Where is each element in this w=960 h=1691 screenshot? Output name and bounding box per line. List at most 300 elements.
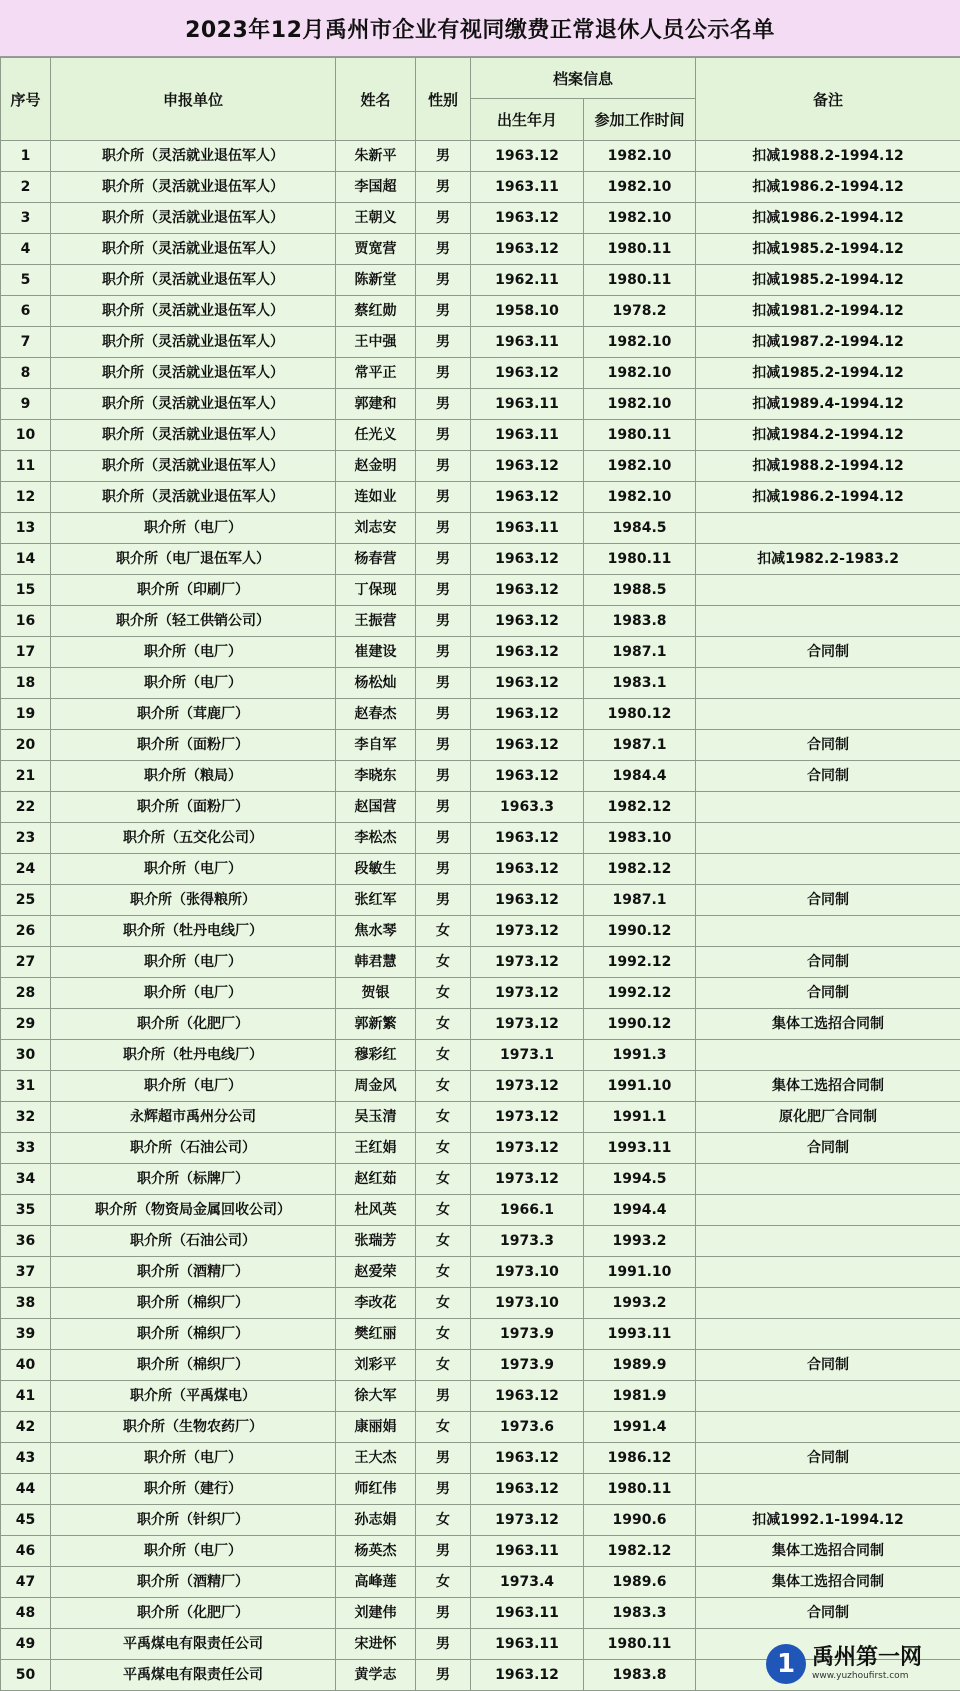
cell-seq: 37 (1, 1257, 51, 1288)
page-title: 2023年12月禹州市企业有视同缴费正常退休人员公示名单 (0, 0, 960, 57)
cell-seq: 42 (1, 1412, 51, 1443)
cell-seq: 45 (1, 1505, 51, 1536)
cell-gender: 男 (416, 699, 471, 730)
table-row (1, 420, 960, 451)
cell-remark: 原化肥厂合同制 (696, 1102, 960, 1133)
table-row (1, 854, 960, 885)
table-row (1, 1567, 960, 1598)
cell-birth: 1963.11 (471, 327, 584, 358)
cell-work: 1982.10 (584, 482, 696, 513)
cell-birth: 1963.12 (471, 761, 584, 792)
table-row (1, 172, 960, 203)
cell-remark: 合同制 (696, 730, 960, 761)
cell-name: 孙志娟 (336, 1505, 416, 1536)
cell-remark (696, 1319, 960, 1350)
cell-unit: 职介所（电厂） (51, 668, 336, 699)
cell-birth: 1973.1 (471, 1040, 584, 1071)
cell-remark: 合同制 (696, 1350, 960, 1381)
cell-unit: 职介所（五交化公司） (51, 823, 336, 854)
cell-gender: 男 (416, 637, 471, 668)
table-row (1, 761, 960, 792)
cell-name: 刘彩平 (336, 1350, 416, 1381)
cell-remark: 扣减1984.2-1994.12 (696, 420, 960, 451)
cell-birth: 1973.12 (471, 916, 584, 947)
cell-seq: 30 (1, 1040, 51, 1071)
table-row (1, 1257, 960, 1288)
cell-unit: 职介所（电厂） (51, 1443, 336, 1474)
cell-gender: 女 (416, 1133, 471, 1164)
cell-name: 宋进怀 (336, 1629, 416, 1660)
cell-gender: 男 (416, 234, 471, 265)
cell-seq: 47 (1, 1567, 51, 1598)
table-row (1, 1474, 960, 1505)
cell-birth: 1963.12 (471, 203, 584, 234)
cell-gender: 男 (416, 730, 471, 761)
cell-seq: 19 (1, 699, 51, 730)
cell-name: 郭建和 (336, 389, 416, 420)
cell-birth: 1963.12 (471, 234, 584, 265)
cell-gender: 男 (416, 265, 471, 296)
cell-birth: 1963.12 (471, 575, 584, 606)
cell-name: 杜风英 (336, 1195, 416, 1226)
cell-seq: 16 (1, 606, 51, 637)
cell-birth: 1963.12 (471, 451, 584, 482)
table-row (1, 265, 960, 296)
cell-remark: 扣减1986.2-1994.12 (696, 482, 960, 513)
cell-work: 1980.11 (584, 234, 696, 265)
cell-work: 1981.9 (584, 1381, 696, 1412)
cell-seq: 6 (1, 296, 51, 327)
cell-unit: 职介所（灵活就业退伍军人） (51, 265, 336, 296)
cell-seq: 20 (1, 730, 51, 761)
cell-seq: 35 (1, 1195, 51, 1226)
cell-gender: 女 (416, 1567, 471, 1598)
cell-work: 1990.12 (584, 916, 696, 947)
cell-birth: 1963.12 (471, 854, 584, 885)
table-row (1, 1598, 960, 1629)
cell-unit: 职介所（标牌厂） (51, 1164, 336, 1195)
cell-birth: 1973.9 (471, 1319, 584, 1350)
cell-work: 1988.5 (584, 575, 696, 606)
cell-work: 1991.1 (584, 1102, 696, 1133)
cell-remark (696, 575, 960, 606)
cell-birth: 1973.3 (471, 1226, 584, 1257)
cell-seq: 34 (1, 1164, 51, 1195)
cell-remark (696, 916, 960, 947)
cell-seq: 10 (1, 420, 51, 451)
cell-name: 段敏生 (336, 854, 416, 885)
cell-name: 王红娟 (336, 1133, 416, 1164)
cell-unit: 职介所（酒精厂） (51, 1567, 336, 1598)
cell-remark: 集体工选招合同制 (696, 1567, 960, 1598)
cell-name: 王中强 (336, 327, 416, 358)
cell-unit: 职介所（电厂） (51, 1071, 336, 1102)
cell-work: 1991.3 (584, 1040, 696, 1071)
cell-remark (696, 823, 960, 854)
cell-birth: 1973.12 (471, 1505, 584, 1536)
cell-seq: 1 (1, 141, 51, 172)
cell-seq: 14 (1, 544, 51, 575)
table-body (1, 141, 960, 1691)
cell-remark: 集体工选招合同制 (696, 1009, 960, 1040)
cell-work: 1982.10 (584, 172, 696, 203)
cell-birth: 1973.10 (471, 1257, 584, 1288)
cell-unit: 职介所（针织厂） (51, 1505, 336, 1536)
cell-gender: 男 (416, 482, 471, 513)
cell-remark: 合同制 (696, 885, 960, 916)
cell-seq: 9 (1, 389, 51, 420)
cell-unit: 职介所（石油公司） (51, 1226, 336, 1257)
cell-work: 1980.11 (584, 265, 696, 296)
cell-seq: 31 (1, 1071, 51, 1102)
cell-remark (696, 1257, 960, 1288)
cell-seq: 13 (1, 513, 51, 544)
cell-name: 赵金明 (336, 451, 416, 482)
cell-gender: 女 (416, 1071, 471, 1102)
table-row (1, 1443, 960, 1474)
cell-gender: 男 (416, 1660, 471, 1691)
table-row (1, 1412, 960, 1443)
logo-name: 禹州第一网 (812, 1646, 922, 1670)
cell-unit: 平禹煤电有限责任公司 (51, 1629, 336, 1660)
cell-seq: 11 (1, 451, 51, 482)
cell-unit: 职介所（电厂） (51, 513, 336, 544)
cell-birth: 1973.6 (471, 1412, 584, 1443)
cell-remark: 扣减1986.2-1994.12 (696, 172, 960, 203)
cell-work: 1978.2 (584, 296, 696, 327)
table-row (1, 141, 960, 172)
cell-unit: 职介所（粮局） (51, 761, 336, 792)
cell-seq: 36 (1, 1226, 51, 1257)
cell-gender: 男 (416, 1598, 471, 1629)
cell-remark (696, 854, 960, 885)
cell-remark: 扣减1988.2-1994.12 (696, 451, 960, 482)
cell-unit: 职介所（灵活就业退伍军人） (51, 327, 336, 358)
cell-unit: 永辉超市禹州分公司 (51, 1102, 336, 1133)
cell-name: 李国超 (336, 172, 416, 203)
cell-seq: 48 (1, 1598, 51, 1629)
cell-work: 1994.5 (584, 1164, 696, 1195)
cell-birth: 1963.12 (471, 1443, 584, 1474)
cell-name: 杨春营 (336, 544, 416, 575)
cell-gender: 男 (416, 172, 471, 203)
cell-name: 李改花 (336, 1288, 416, 1319)
table-row (1, 482, 960, 513)
cell-birth: 1963.12 (471, 482, 584, 513)
table-row (1, 234, 960, 265)
cell-remark: 扣减1989.4-1994.12 (696, 389, 960, 420)
cell-remark (696, 1164, 960, 1195)
table-row (1, 1040, 960, 1071)
table-row (1, 1133, 960, 1164)
cell-work: 1980.11 (584, 544, 696, 575)
cell-seq: 50 (1, 1660, 51, 1691)
cell-gender: 女 (416, 947, 471, 978)
cell-name: 韩君慧 (336, 947, 416, 978)
cell-unit: 职介所（印刷厂） (51, 575, 336, 606)
cell-gender: 女 (416, 1257, 471, 1288)
cell-remark: 扣减1992.1-1994.12 (696, 1505, 960, 1536)
cell-remark: 合同制 (696, 1133, 960, 1164)
cell-unit: 职介所（灵活就业退伍军人） (51, 141, 336, 172)
cell-seq: 7 (1, 327, 51, 358)
cell-remark (696, 513, 960, 544)
cell-name: 赵国营 (336, 792, 416, 823)
cell-seq: 49 (1, 1629, 51, 1660)
cell-unit: 职介所（牡丹电线厂） (51, 1040, 336, 1071)
cell-name: 樊红丽 (336, 1319, 416, 1350)
cell-birth: 1963.12 (471, 544, 584, 575)
cell-work: 1991.10 (584, 1257, 696, 1288)
cell-work: 1987.1 (584, 885, 696, 916)
cell-name: 周金风 (336, 1071, 416, 1102)
table-header (1, 58, 960, 141)
cell-seq: 43 (1, 1443, 51, 1474)
table-row (1, 203, 960, 234)
cell-gender: 女 (416, 1505, 471, 1536)
cell-seq: 18 (1, 668, 51, 699)
cell-gender: 男 (416, 761, 471, 792)
cell-name: 张瑞芳 (336, 1226, 416, 1257)
cell-gender: 男 (416, 575, 471, 606)
table-row (1, 606, 960, 637)
cell-birth: 1966.1 (471, 1195, 584, 1226)
cell-gender: 女 (416, 978, 471, 1009)
cell-unit: 职介所（电厂） (51, 1536, 336, 1567)
cell-work: 1980.12 (584, 699, 696, 730)
cell-gender: 男 (416, 668, 471, 699)
cell-remark: 扣减1981.2-1994.12 (696, 296, 960, 327)
cell-birth: 1963.11 (471, 420, 584, 451)
cell-work: 1984.5 (584, 513, 696, 544)
cell-remark: 合同制 (696, 1443, 960, 1474)
cell-unit: 职介所（灵活就业退伍军人） (51, 234, 336, 265)
cell-work: 1983.1 (584, 668, 696, 699)
cell-unit: 职介所（电厂） (51, 637, 336, 668)
cell-work: 1983.8 (584, 606, 696, 637)
cell-seq: 27 (1, 947, 51, 978)
logo-url: www.yuzhoufirst.com (812, 1670, 922, 1682)
cell-birth: 1963.12 (471, 699, 584, 730)
cell-name: 穆彩红 (336, 1040, 416, 1071)
cell-name: 杨松灿 (336, 668, 416, 699)
cell-seq: 24 (1, 854, 51, 885)
cell-remark: 集体工选招合同制 (696, 1536, 960, 1567)
cell-seq: 8 (1, 358, 51, 389)
cell-remark: 扣减1985.2-1994.12 (696, 358, 960, 389)
cell-unit: 职介所（张得粮所） (51, 885, 336, 916)
table-row (1, 730, 960, 761)
cell-work: 1982.10 (584, 358, 696, 389)
cell-work: 1990.6 (584, 1505, 696, 1536)
header-gender: 性别 (416, 58, 471, 141)
cell-name: 郭新繁 (336, 1009, 416, 1040)
cell-work: 1982.12 (584, 1536, 696, 1567)
cell-birth: 1963.12 (471, 668, 584, 699)
cell-birth: 1963.12 (471, 1381, 584, 1412)
cell-work: 1987.1 (584, 730, 696, 761)
cell-birth: 1958.10 (471, 296, 584, 327)
cell-name: 赵红茹 (336, 1164, 416, 1195)
cell-work: 1991.10 (584, 1071, 696, 1102)
cell-name: 朱新平 (336, 141, 416, 172)
cell-birth: 1963.11 (471, 1536, 584, 1567)
cell-birth: 1973.12 (471, 1009, 584, 1040)
cell-birth: 1963.12 (471, 606, 584, 637)
cell-work: 1986.12 (584, 1443, 696, 1474)
cell-gender: 女 (416, 916, 471, 947)
cell-work: 1989.6 (584, 1567, 696, 1598)
cell-gender: 男 (416, 141, 471, 172)
table-row (1, 1536, 960, 1567)
cell-name: 崔建设 (336, 637, 416, 668)
cell-remark (696, 1474, 960, 1505)
table-row (1, 1319, 960, 1350)
cell-work: 1982.10 (584, 451, 696, 482)
cell-remark: 扣减1986.2-1994.12 (696, 203, 960, 234)
cell-name: 任光义 (336, 420, 416, 451)
cell-gender: 男 (416, 389, 471, 420)
cell-work: 1983.8 (584, 1660, 696, 1691)
cell-unit: 职介所（平禹煤电） (51, 1381, 336, 1412)
cell-remark (696, 1381, 960, 1412)
cell-work: 1989.9 (584, 1350, 696, 1381)
header-name: 姓名 (336, 58, 416, 141)
cell-seq: 15 (1, 575, 51, 606)
cell-seq: 4 (1, 234, 51, 265)
table-row (1, 327, 960, 358)
cell-unit: 职介所（灵活就业退伍军人） (51, 482, 336, 513)
cell-gender: 女 (416, 1319, 471, 1350)
cell-birth: 1963.12 (471, 637, 584, 668)
cell-name: 赵爱荣 (336, 1257, 416, 1288)
cell-seq: 28 (1, 978, 51, 1009)
cell-seq: 33 (1, 1133, 51, 1164)
cell-name: 蔡红勋 (336, 296, 416, 327)
cell-remark (696, 606, 960, 637)
cell-work: 1983.3 (584, 1598, 696, 1629)
cell-birth: 1963.12 (471, 141, 584, 172)
cell-unit: 职介所（茸鹿厂） (51, 699, 336, 730)
cell-name: 王大杰 (336, 1443, 416, 1474)
cell-gender: 女 (416, 1009, 471, 1040)
cell-gender: 女 (416, 1164, 471, 1195)
retiree-table (0, 57, 960, 1691)
cell-birth: 1963.11 (471, 389, 584, 420)
cell-unit: 职介所（生物农药厂） (51, 1412, 336, 1443)
table-row (1, 699, 960, 730)
cell-work: 1994.4 (584, 1195, 696, 1226)
cell-remark: 扣减1987.2-1994.12 (696, 327, 960, 358)
cell-birth: 1963.12 (471, 1474, 584, 1505)
logo-icon (766, 1644, 806, 1684)
cell-birth: 1963.12 (471, 358, 584, 389)
cell-birth: 1973.9 (471, 1350, 584, 1381)
cell-work: 1992.12 (584, 978, 696, 1009)
cell-seq: 3 (1, 203, 51, 234)
header-birth: 出生年月 (471, 99, 584, 141)
cell-remark (696, 1412, 960, 1443)
table-row (1, 296, 960, 327)
cell-name: 陈新堂 (336, 265, 416, 296)
cell-birth: 1963.11 (471, 1598, 584, 1629)
cell-birth: 1973.12 (471, 978, 584, 1009)
cell-unit: 职介所（轻工供销公司） (51, 606, 336, 637)
table-row (1, 823, 960, 854)
cell-name: 康丽娟 (336, 1412, 416, 1443)
cell-work: 1982.10 (584, 389, 696, 420)
header-work: 参加工作时间 (584, 99, 696, 141)
cell-gender: 女 (416, 1226, 471, 1257)
cell-work: 1982.10 (584, 203, 696, 234)
cell-seq: 26 (1, 916, 51, 947)
cell-work: 1984.4 (584, 761, 696, 792)
header-unit: 申报单位 (51, 58, 336, 141)
table-row (1, 792, 960, 823)
table-row (1, 978, 960, 1009)
cell-birth: 1973.12 (471, 1071, 584, 1102)
cell-name: 贾宽营 (336, 234, 416, 265)
cell-seq: 46 (1, 1536, 51, 1567)
cell-unit: 职介所（棉织厂） (51, 1350, 336, 1381)
cell-remark: 合同制 (696, 1598, 960, 1629)
cell-name: 王振营 (336, 606, 416, 637)
cell-remark (696, 1195, 960, 1226)
cell-seq: 2 (1, 172, 51, 203)
cell-gender: 女 (416, 1350, 471, 1381)
cell-seq: 38 (1, 1288, 51, 1319)
table-row (1, 1288, 960, 1319)
cell-remark: 扣减1988.2-1994.12 (696, 141, 960, 172)
cell-gender: 男 (416, 885, 471, 916)
cell-gender: 男 (416, 451, 471, 482)
table-row (1, 389, 960, 420)
cell-work: 1992.12 (584, 947, 696, 978)
table-row (1, 544, 960, 575)
table-row (1, 575, 960, 606)
cell-remark (696, 699, 960, 730)
cell-remark (696, 1288, 960, 1319)
cell-name: 刘志安 (336, 513, 416, 544)
cell-birth: 1963.12 (471, 885, 584, 916)
cell-birth: 1963.12 (471, 1660, 584, 1691)
cell-unit: 职介所（建行） (51, 1474, 336, 1505)
table-row (1, 885, 960, 916)
cell-remark: 集体工选招合同制 (696, 1071, 960, 1102)
cell-work: 1980.11 (584, 1474, 696, 1505)
table-row (1, 668, 960, 699)
cell-work: 1983.10 (584, 823, 696, 854)
cell-work: 1980.11 (584, 1629, 696, 1660)
table-row (1, 451, 960, 482)
table-row (1, 947, 960, 978)
cell-seq: 21 (1, 761, 51, 792)
cell-name: 常平正 (336, 358, 416, 389)
cell-birth: 1963.11 (471, 172, 584, 203)
cell-birth: 1963.11 (471, 513, 584, 544)
cell-work: 1982.12 (584, 792, 696, 823)
table-row (1, 513, 960, 544)
cell-seq: 29 (1, 1009, 51, 1040)
cell-birth: 1973.4 (471, 1567, 584, 1598)
cell-gender: 男 (416, 1536, 471, 1567)
cell-name: 贺银 (336, 978, 416, 1009)
cell-gender: 男 (416, 823, 471, 854)
cell-gender: 男 (416, 420, 471, 451)
cell-gender: 男 (416, 1381, 471, 1412)
table-row (1, 1071, 960, 1102)
cell-remark: 扣减1982.2-1983.2 (696, 544, 960, 575)
